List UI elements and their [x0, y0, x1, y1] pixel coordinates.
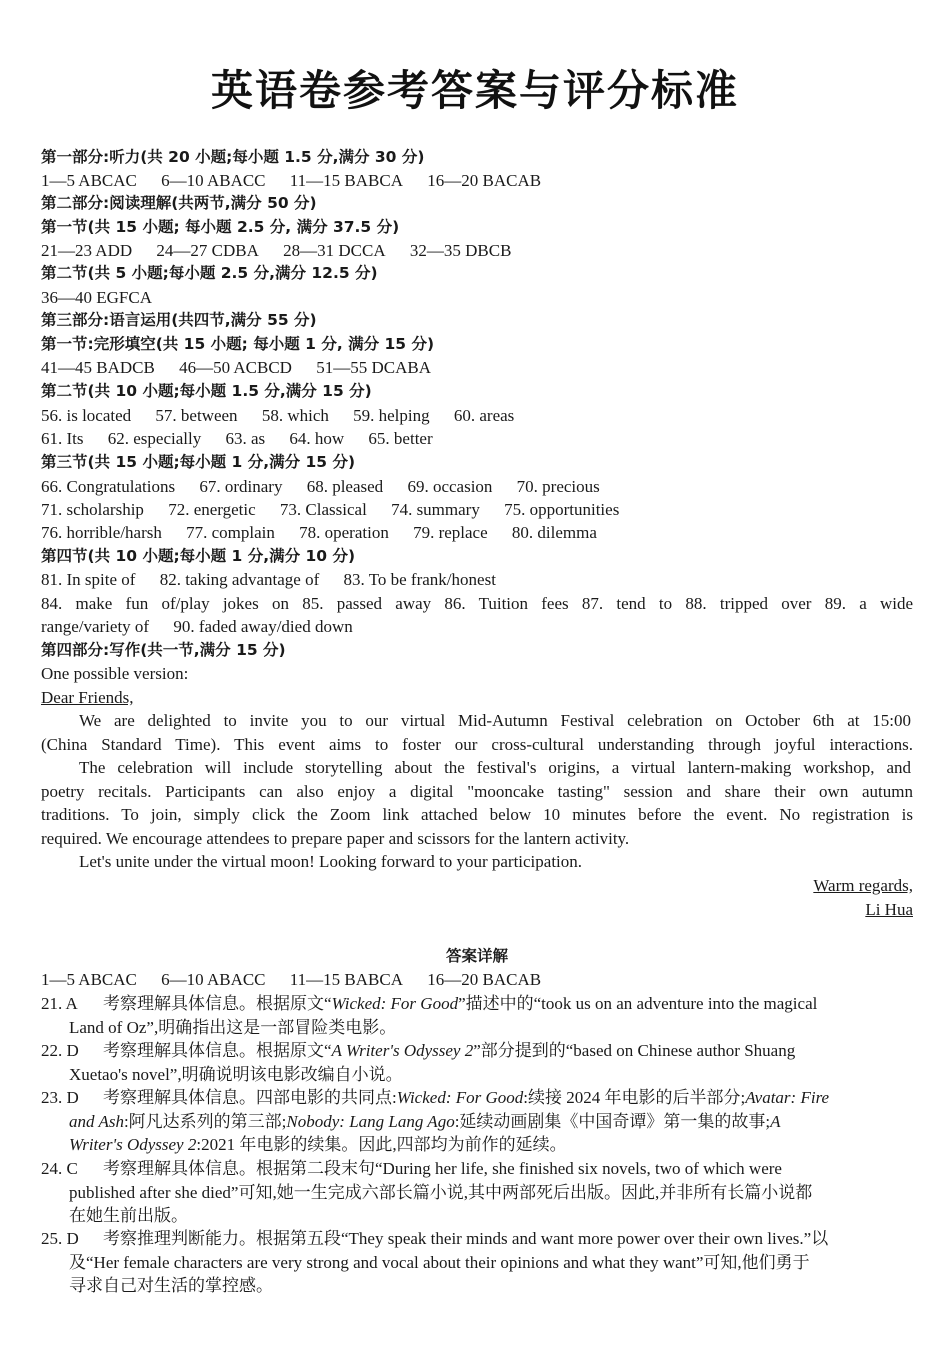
explanation-line: 考察推理判断能力。根据第五段“They speak their minds and want more power over their own lives.”以 [103, 1229, 829, 1248]
part3-section3-heading: 第三节(共 15 小题;每小题 1 分,满分 15 分) [41, 453, 356, 471]
explanation-line: 寻求自己对生活的掌控感。 [69, 1276, 273, 1295]
answer-item: 81. In spite of [41, 570, 136, 589]
answer-group: 46—50 ACBCD [179, 358, 292, 377]
explanation-line: Xuetao's novel”,明确说明该电影改编自小说。 [69, 1064, 403, 1084]
text: :延续动画剧集《中国奇谭》第一集的故事; [454, 1111, 771, 1131]
part3-section3-row [41, 521, 913, 544]
explanation-item [41, 1086, 911, 1157]
answer-item: 84. make fun of/play jokes on [41, 594, 289, 613]
explanation-item [41, 1039, 911, 1086]
answer-item: 57. between [155, 406, 238, 425]
answer-group: 1—5 ABCAC [41, 171, 137, 190]
explanation-line: published after she died”可知,她一生完成六部长篇小说,其中两部死后出版。因此,并非所有长篇小说都 [69, 1182, 813, 1202]
letter-paragraph-line: poetry recitals. Participants can also enjoy a digital "mooncake tasting" session and share their own autumn [41, 782, 913, 801]
answer-item: 74. summary [391, 500, 480, 519]
part3-section4-heading: 第四节(共 10 小题;每小题 1 分,满分 10 分) [41, 547, 356, 565]
answer-item: 64. how [289, 429, 345, 448]
text: 考察理解具体信息。根据原文“ [103, 994, 332, 1013]
explanation-item [41, 1227, 911, 1298]
text: 考察理解具体信息。根据原文“ [103, 1041, 332, 1060]
text: ”描述中的“took us on an adventure into the magical [458, 994, 818, 1013]
answer-item: 68. pleased [306, 477, 384, 496]
answer-item: 78. operation [299, 523, 389, 542]
letter-salutation [41, 686, 913, 709]
part2-section1-answers [41, 239, 913, 262]
answer-group: 6—10 ABACC [161, 970, 266, 989]
answer-item: 73. Classical [279, 500, 367, 519]
answer-item: 90. faded away/died down [173, 617, 353, 636]
part3-section3-row [41, 498, 913, 521]
answer-item: 59. helping [353, 406, 430, 425]
answer-item: 66. Congratulations [41, 477, 176, 496]
part3-section2-heading: 第二节(共 10 小题;每小题 1.5 分,满分 15 分) [41, 382, 372, 400]
answer-item: range/variety of [41, 617, 150, 636]
movie-title: Wicked: For Good [396, 1088, 524, 1107]
movie-title: and Ash [69, 1111, 124, 1131]
explanation-line: 在她生前出版。 [69, 1206, 188, 1225]
explanation-line: 考察理解具体信息。根据第二段末句“During her life, she finished six novels, two of which were [103, 1159, 782, 1178]
movie-title: A Writer's Odyssey 2 [331, 1041, 474, 1060]
part3-heading: 第三部分:语言运用(共四节,满分 55 分) [41, 311, 317, 329]
explanation-line: Land of Oz”,明确指出这是一部冒险类电影。 [69, 1017, 397, 1037]
text: ”部分提到的“based on Chinese author Shuang [473, 1041, 796, 1060]
answer-item: 65. better [368, 429, 433, 448]
movie-title: Avatar: Fire [745, 1088, 830, 1107]
part3-section4-row [41, 568, 913, 591]
answer-group: 36—40 EGFCA [41, 288, 152, 307]
page-title: 英语卷参考答案与评分标准 [210, 66, 739, 115]
answer-item: 71. scholarship [41, 500, 144, 519]
explanation-line [69, 1133, 911, 1157]
answer-item: 60. areas [453, 406, 515, 425]
salutation-text: Dear Friends, [41, 688, 134, 707]
answer-group: 51—55 DCABA [316, 358, 431, 377]
explanation-line [103, 992, 911, 1016]
answer-item: 69. occasion [407, 477, 493, 496]
letter-paragraph-line: We are delighted to invite you to our virtual Mid-Autumn Festival celebration on October 6th at 15:00 [79, 711, 911, 730]
answer-group: 21—23 ADD [41, 241, 133, 260]
answer-item: 79. replace [413, 523, 488, 542]
question-answer: 24. C [41, 1159, 78, 1178]
part3-section3-row [41, 475, 913, 498]
letter-closing [41, 874, 913, 897]
answer-group: 24—27 CDBA [156, 241, 259, 260]
part3-section1-heading: 第一节:完形填空(共 15 小题; 每小题 1 分, 满分 15 分) [41, 335, 435, 353]
part2-heading: 第二部分:阅读理解(共两节,满分 50 分) [41, 194, 317, 212]
part2-section1-heading: 第一节(共 15 小题; 每小题 2.5 分, 满分 37.5 分) [41, 218, 400, 236]
part4-heading: 第四部分:写作(共一节,满分 15 分) [41, 641, 286, 659]
answer-item: 56. is located [41, 406, 132, 425]
letter-paragraph-line: The celebration will include storytelling about the festival's origins, a virtual lantern-making workshop, and [79, 758, 911, 777]
part1-heading: 第一部分:听力(共 20 小题;每小题 1.5 分,满分 30 分) [41, 148, 425, 166]
answer-group: 6—10 ABACC [161, 171, 266, 190]
text: :阿凡达系列的第三部; [123, 1111, 287, 1131]
part3-section1-answers [41, 356, 913, 379]
explanation-item [41, 992, 911, 1039]
closing-text: Warm regards, [813, 876, 913, 895]
explanation-item [41, 1157, 911, 1228]
question-answer: 22. D [41, 1041, 79, 1060]
writing-intro: One possible version: [41, 664, 189, 683]
part3-section4-row [41, 592, 913, 615]
part2-section2-answers [41, 286, 913, 309]
part3-section2-row [41, 404, 913, 427]
movie-title: Wicked: For Good [331, 994, 459, 1013]
signature-text: Li Hua [865, 900, 913, 919]
movie-title: Writer's Odyssey 2 [69, 1135, 197, 1154]
answer-item: 70. precious [516, 477, 600, 496]
part3-section2-row [41, 427, 913, 450]
answer-item: 80. dilemma [511, 523, 597, 542]
answer-item: 82. taking advantage of [159, 570, 320, 589]
answer-item: 83. To be frank/honest [343, 570, 496, 589]
answer-item: 88. tripped over [685, 594, 812, 613]
question-answer: 23. D [41, 1088, 79, 1107]
part3-section4-row [41, 615, 913, 638]
answer-item: 85. passed away [302, 594, 432, 613]
letter-paragraph-line: traditions. To join, simply click the Zoom link attached below 10 minutes before the event. No registration is [41, 805, 913, 824]
answer-item: 58. which [261, 406, 329, 425]
letter-paragraph-line: (China Standard Time). This event aims to foster our cross-cultural understanding through joyful interactions. [41, 735, 913, 754]
answer-group: 16—20 BACAB [427, 171, 542, 190]
details-heading: 答案详解 [445, 947, 508, 965]
letter-paragraph-line: Let's unite under the virtual moon! Looking forward to your participation. [79, 852, 583, 871]
letter-signature [41, 898, 913, 921]
movie-title: A [770, 1111, 781, 1131]
explanation-line [103, 1039, 911, 1063]
answer-item: 61. Its [41, 429, 84, 448]
details-answers [41, 968, 913, 991]
answer-item: 67. ordinary [199, 477, 283, 496]
explanation-line [103, 1086, 911, 1110]
part2-section2-heading: 第二节(共 5 小题;每小题 2.5 分,满分 12.5 分) [41, 264, 378, 282]
answer-group: 28—31 DCCA [283, 241, 386, 260]
explanation-line [69, 1110, 911, 1134]
movie-title: Nobody: Lang Lang Ago [286, 1111, 455, 1131]
question-answer: 21. A [41, 994, 78, 1013]
answer-group: 11—15 BABCA [289, 171, 403, 190]
answer-item: 87. tend to [581, 594, 673, 613]
answer-item: 72. energetic [168, 500, 256, 519]
answer-item: 75. opportunities [504, 500, 620, 519]
text: :2021 年电影的续集。因此,四部均为前作的延续。 [196, 1135, 567, 1154]
text: :续接 2024 年电影的后半部分; [523, 1088, 746, 1107]
answer-item: 63. as [225, 429, 266, 448]
answer-group: 16—20 BACAB [427, 970, 542, 989]
answer-group: 1—5 ABCAC [41, 970, 137, 989]
answer-item: 86. Tuition fees [444, 594, 569, 613]
letter-paragraph-line: required. We encourage attendees to prepare paper and scissors for the lantern activity. [41, 829, 630, 848]
part1-answers [41, 169, 913, 192]
answer-group: 32—35 DBCB [409, 241, 512, 260]
answer-item: 77. complain [186, 523, 275, 542]
answer-group: 41—45 BADCB [41, 358, 155, 377]
question-answer: 25. D [41, 1229, 79, 1248]
text: 考察理解具体信息。四部电影的共同点: [103, 1088, 397, 1107]
answer-item: 76. horrible/harsh [41, 523, 162, 542]
answer-item: 89. a wide [824, 594, 913, 613]
answer-group: 11—15 BABCA [289, 970, 403, 989]
explanation-line: 及“Her female characters are very strong and vocal about their opinions and what they want”可知,他们勇于 [69, 1252, 810, 1272]
answer-item: 62. especially [107, 429, 202, 448]
